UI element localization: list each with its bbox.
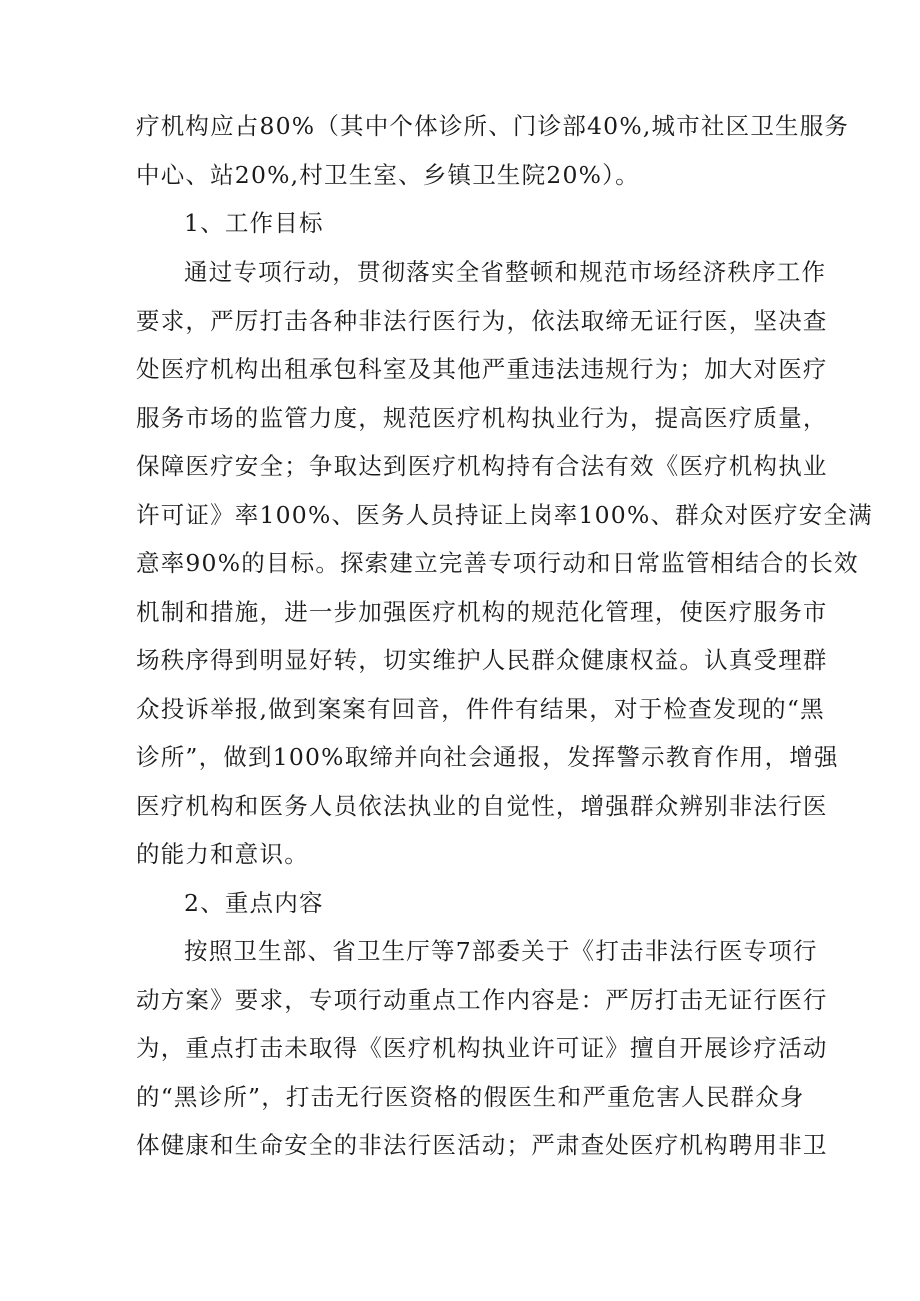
paragraph-line: 要求，严厉打击各种非法行医行为，依法取缔无证行医，坚决查: [136, 307, 828, 335]
paragraph-line: 众投诉举报,做到案案有回音，件件有结果，对于检查发现的“黑: [136, 695, 825, 723]
paragraph-line: 许可证》率100%、医务人员持证上岗率100%、群众对医疗安全满: [136, 501, 873, 529]
paragraph-line: 的“黑诊所”，打击无行医资格的假医生和严重危害人民群众身: [136, 1083, 805, 1111]
paragraph-line: 处医疗机构出租承包科室及其他严重违法违规行为；加大对医疗: [136, 355, 828, 383]
paragraph-line: 动方案》要求，专项行动重点工作内容是：严厉打击无证行医行: [136, 986, 828, 1014]
paragraph-line: 为，重点打击未取得《医疗机构执业许可证》擅自开展诊疗活动: [136, 1034, 828, 1062]
paragraph-line: 服务市场的监管力度，规范医疗机构执业行为，提高医疗质量，: [136, 404, 828, 432]
paragraph-line: 意率90%的目标。探索建立完善专项行动和日常监管相结合的长效: [136, 549, 859, 577]
paragraph-line: 疗机构应占80%（其中个体诊所、门诊部40%,城市社区卫生服务: [136, 112, 850, 140]
paragraph-line: 保障医疗安全；争取达到医疗机构持有合法有效《医疗机构执业: [136, 452, 828, 480]
paragraph-line: 体健康和生命安全的非法行医活动；严肃查处医疗机构聘用非卫: [136, 1131, 828, 1159]
paragraph-line: 机制和措施，进一步加强医疗机构的规范化管理，使医疗服务市: [136, 598, 828, 626]
paragraph-line: 按照卫生部、省卫生厅等7部委关于《打击非法行医专项行: [184, 937, 818, 965]
section-heading-goals: 1、工作目标: [184, 209, 324, 237]
paragraph-line: 诊所”，做到100%取缔并向社会通报，发挥警示教育作用，增强: [136, 743, 839, 771]
paragraph-line: 中心、站20%,村卫生室、乡镇卫生院20%）。: [136, 161, 640, 189]
section-heading-key-content: 2、重点内容: [184, 889, 324, 917]
paragraph-line: 医疗机构和医务人员依法执业的自觉性，增强群众辨别非法行医: [136, 792, 828, 820]
paragraph-line: 场秩序得到明显好转，切实维护人民群众健康权益。认真受理群: [136, 646, 828, 674]
paragraph-line: 通过专项行动，贯彻落实全省整顿和规范市场经济秩序工作: [184, 258, 827, 286]
paragraph-line: 的能力和意识。: [136, 840, 309, 868]
